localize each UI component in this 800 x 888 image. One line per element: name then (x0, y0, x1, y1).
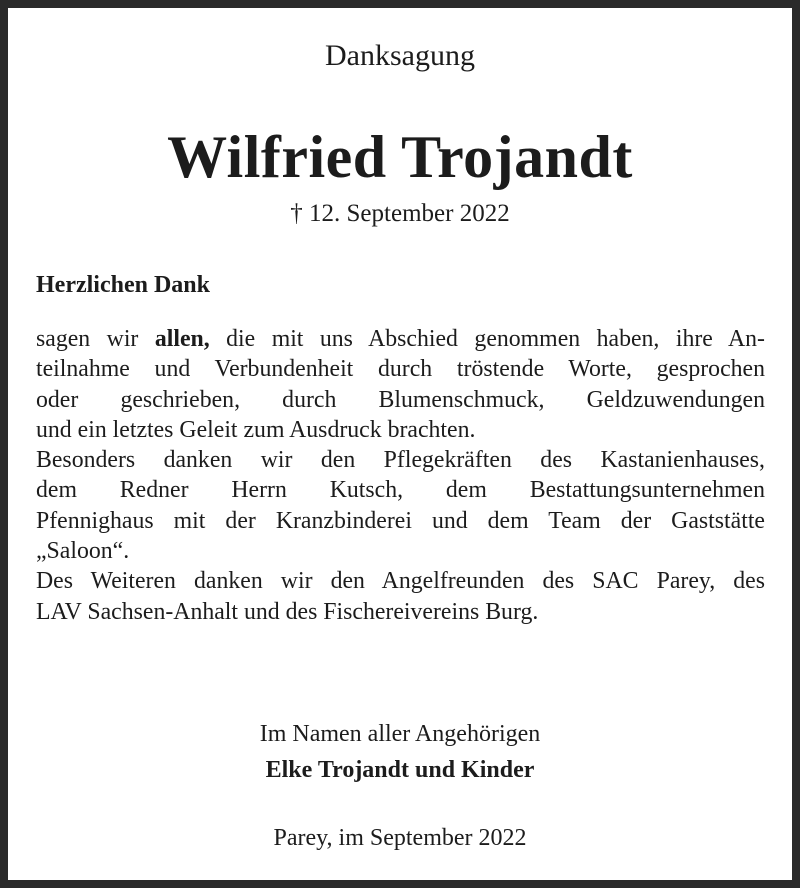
text-line: „Saloon“. (36, 538, 130, 565)
text-line: Des Weiteren danken wir den Angelfreunden des SAC Parey, des (36, 568, 765, 595)
signers: Elke Trojandt und Kinder (265, 757, 535, 783)
text-line: Pfennighaus mit der Kranzbinderei und dem Team der Gaststätte (36, 507, 765, 534)
text-line: dem Redner Herrn Kutsch, dem Bestattungsunternehmen (36, 477, 765, 504)
death-date: † 12. September 2022 (290, 200, 510, 227)
thanks-paragraph-3 (36, 566, 765, 627)
signoff-line: Im Namen aller Angehörigen (259, 721, 541, 747)
text-line: teilnahme und Verbundenheit durch tröstende Worte, gesprochen (36, 356, 765, 383)
place-date: Parey, im September 2022 (273, 825, 527, 851)
thanks-heading: Herzlichen Dank (36, 272, 210, 298)
text-line: und ein letztes Geleit zum Ausdruck brachten. (36, 416, 476, 443)
notice-heading: Danksagung (325, 39, 475, 72)
text-line: LAV Sachsen-Anhalt und des Fischereivereins Burg. (36, 598, 539, 625)
thanks-paragraph-1 (36, 324, 765, 445)
deceased-name: Wilfried Trojandt (167, 124, 633, 190)
text-segment: die mit uns Abschied genommen haben, ihre An- (209, 326, 765, 352)
thanks-paragraph-2 (36, 445, 765, 566)
thanks-body (36, 324, 765, 627)
text-line: oder geschrieben, durch Blumenschmuck, Geldzuwendungen (36, 386, 765, 413)
emphasis-text: allen, (154, 326, 210, 352)
signoff-block (8, 716, 792, 788)
text-segment: sagen wir (36, 326, 155, 352)
text-line: Besonders danken wir den Pflegekräften des Kastanienhauses, (36, 447, 765, 474)
text-line (36, 324, 765, 354)
